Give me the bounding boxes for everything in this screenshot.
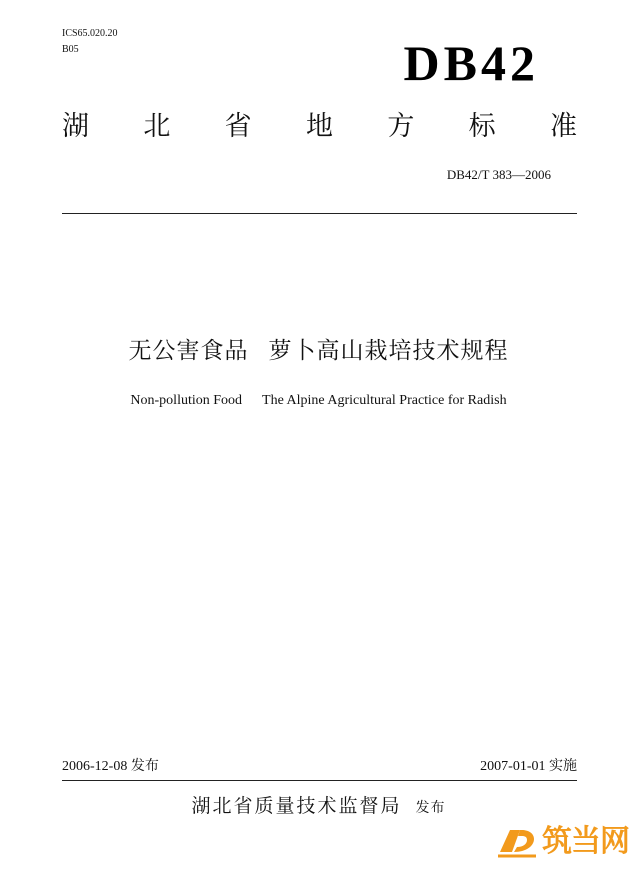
issue-date: 2006-12-08 发布 <box>62 759 159 774</box>
standard-type-char: 湖 <box>62 111 89 142</box>
title-cn-part1: 无公害食品 <box>128 338 249 364</box>
ccs-code: B05 <box>62 44 79 55</box>
document-title-cn <box>0 336 637 366</box>
issuer-name: 湖北省质量技术监督局 <box>191 795 402 817</box>
title-en-part2: The Alpine Agricultural Practice for Radish <box>262 393 507 408</box>
header-divider <box>62 213 577 214</box>
standard-number: DB42/T 383—2006 <box>446 167 551 182</box>
watermark-text: 筑当网 <box>542 824 629 859</box>
standard-type-heading <box>62 110 577 144</box>
standard-type-char: 方 <box>387 111 415 142</box>
watermark <box>496 822 629 862</box>
watermark-logo-icon <box>496 822 542 862</box>
footer-divider <box>62 780 577 781</box>
document-title-en <box>0 392 637 410</box>
issuer <box>0 793 637 821</box>
db-logo: DB42 <box>403 35 539 91</box>
standard-type-char: 省 <box>224 111 252 142</box>
standard-type-char: 准 <box>549 111 577 142</box>
ics-code: ICS65.020.20 <box>62 28 118 39</box>
standard-type-char: 标 <box>468 111 496 142</box>
implementation-date: 2007-01-01 实施 <box>480 759 577 774</box>
issuer-suffix: 发布 <box>415 800 446 816</box>
standard-type-char: 北 <box>143 111 171 142</box>
title-cn-part2: 萝卜高山栽培技术规程 <box>268 338 509 364</box>
standard-type-char: 地 <box>305 111 333 142</box>
title-en-part1: Non-pollution Food <box>130 393 243 408</box>
